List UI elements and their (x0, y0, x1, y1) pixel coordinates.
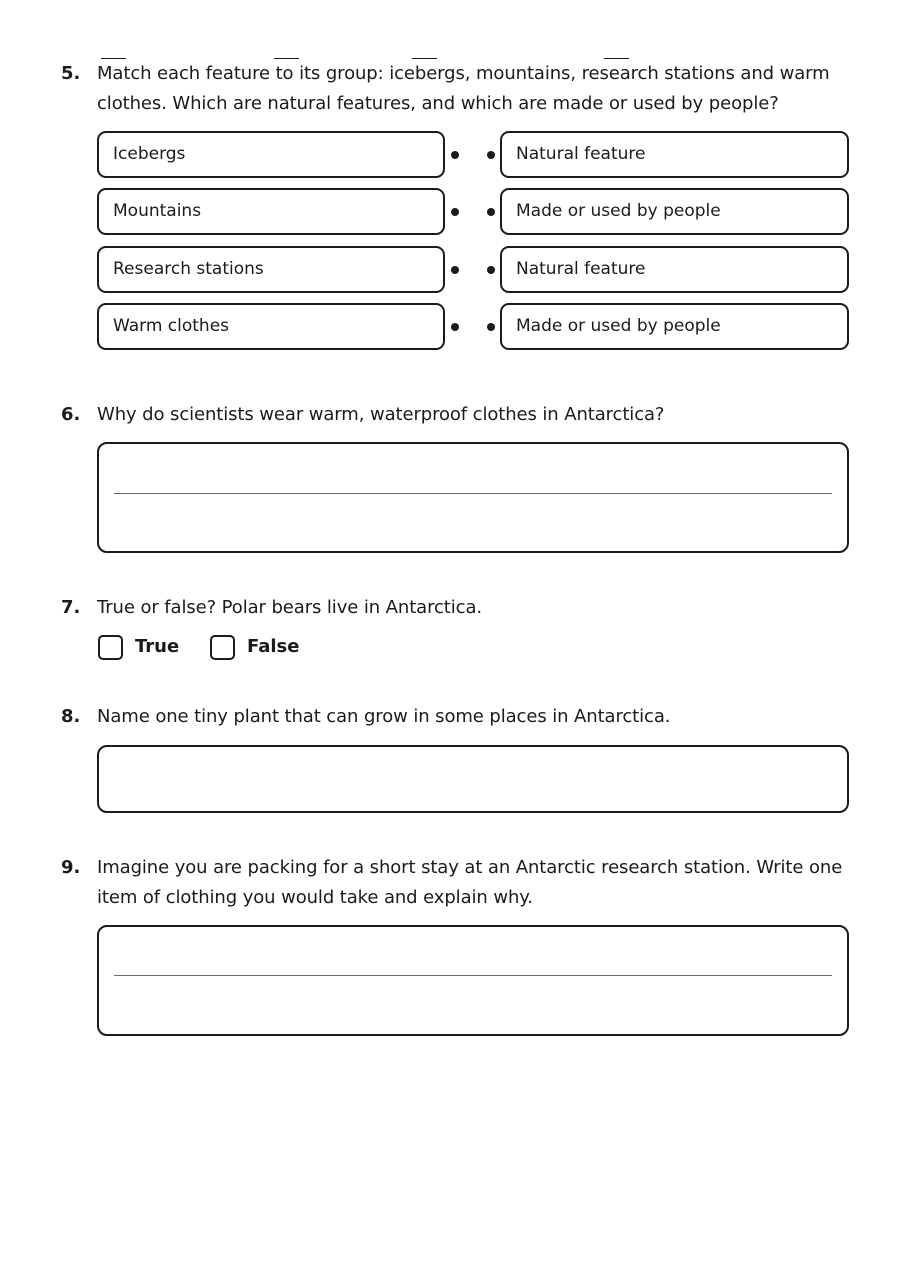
question-6 (61, 400, 849, 430)
match-left-dot[interactable] (451, 266, 459, 274)
true-label: True (135, 636, 180, 657)
false-checkbox[interactable] (210, 635, 235, 660)
answer-box[interactable] (97, 925, 849, 1036)
match-right-item[interactable]: Natural feature (500, 131, 849, 178)
question-text: Name one tiny plant that can grow in some places in Antarctica. (97, 706, 671, 727)
match-right-item[interactable]: Made or used by people (500, 303, 849, 350)
answer-box[interactable] (97, 745, 849, 813)
answer-line (114, 493, 832, 494)
question-5 (61, 59, 849, 119)
match-right-dot[interactable] (487, 151, 495, 159)
question-number: 9. (61, 857, 81, 878)
question-number: 5. (61, 63, 81, 84)
question-9 (61, 853, 849, 913)
match-left-dot[interactable] (451, 208, 459, 216)
match-right-dot[interactable] (487, 323, 495, 331)
match-left-item[interactable]: Mountains (97, 188, 445, 235)
match-left-item[interactable]: Research stations (97, 246, 445, 293)
question-text: True or false? Polar bears live in Antarctica. (97, 597, 482, 618)
match-left-item[interactable]: Icebergs (97, 131, 445, 178)
answer-line (114, 975, 832, 976)
match-left-item[interactable]: Warm clothes (97, 303, 445, 350)
answer-box[interactable] (97, 442, 849, 553)
match-right-item[interactable]: Made or used by people (500, 188, 849, 235)
question-number: 6. (61, 404, 81, 425)
question-text: Match each feature to its group: icebergs, mountains, research stations and warm clothes. Which are natural features, and which are made or used by people? (97, 63, 830, 114)
question-7 (61, 593, 849, 623)
question-8 (61, 702, 849, 732)
match-right-dot[interactable] (487, 266, 495, 274)
match-left-dot[interactable] (451, 151, 459, 159)
question-number: 7. (61, 597, 81, 618)
match-left-dot[interactable] (451, 323, 459, 331)
false-label: False (247, 636, 300, 657)
true-checkbox[interactable] (98, 635, 123, 660)
match-right-dot[interactable] (487, 208, 495, 216)
match-right-item[interactable]: Natural feature (500, 246, 849, 293)
question-text: Why do scientists wear warm, waterproof clothes in Antarctica? (97, 404, 665, 425)
question-text: Imagine you are packing for a short stay at an Antarctic research station. Write one item of clothing you would take and explain why. (97, 857, 843, 908)
question-number: 8. (61, 706, 81, 727)
